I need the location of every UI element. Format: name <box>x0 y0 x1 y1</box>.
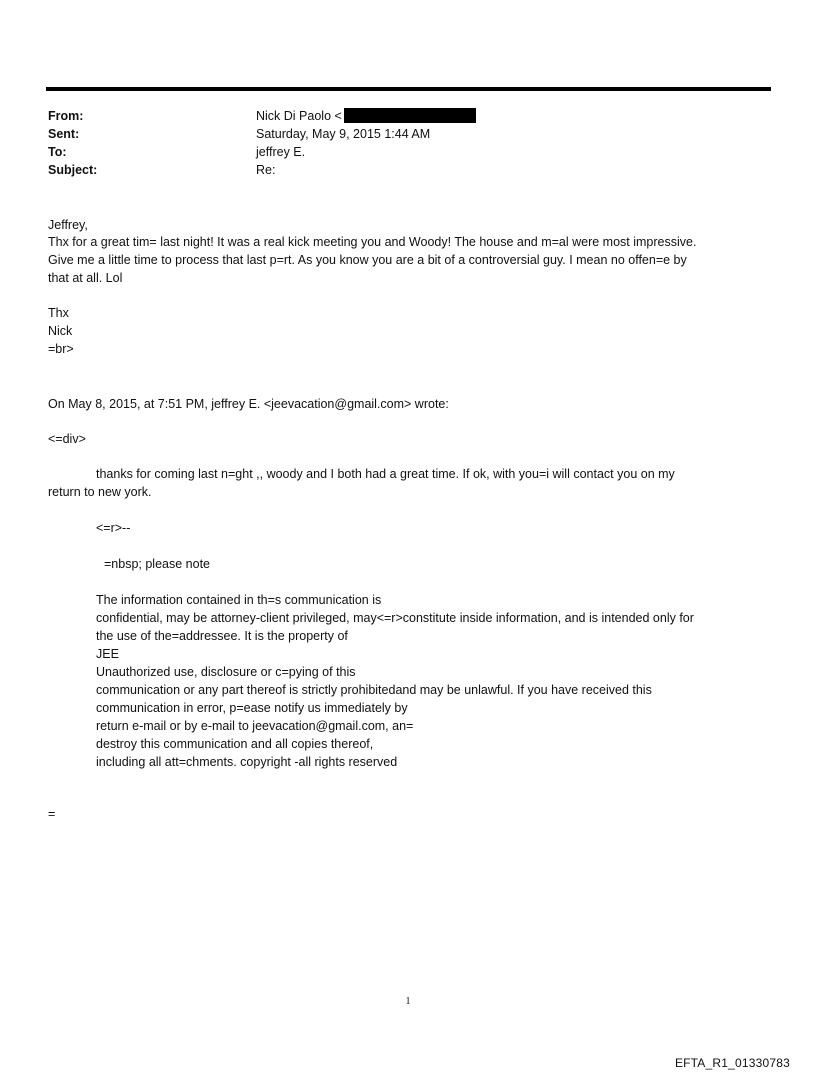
disclaimer-line: the use of the=addressee. It is the property of <box>96 629 348 643</box>
subject-value: Re: <box>256 163 276 177</box>
quoted-line: thanks for coming last n=ght ,, woody and I both had a great time. If ok, with you=i will contact you on my <box>96 467 675 481</box>
sent-value: Saturday, May 9, 2015 1:44 AM <box>256 127 431 141</box>
document-id: EFTA_R1_01330783 <box>674 1056 790 1070</box>
disclaimer-line: confidential, may be attorney-client privileged, may<=r>constitute inside information, and is intended only for <box>96 611 694 625</box>
please-note: =nbsp; please note <box>104 557 210 571</box>
sent-label: Sent: <box>48 127 80 141</box>
header-rule <box>46 87 771 91</box>
greeting: Jeffrey, <box>48 218 88 232</box>
disclaimer-line: JEE <box>96 647 119 661</box>
disclaimer-line: communication or any part thereof is strictly prohibitedand may be unlawful. If you have received this <box>96 683 652 697</box>
to-label: To: <box>48 145 67 159</box>
trailer: = <box>48 807 56 821</box>
signature-name: Nick <box>48 324 73 338</box>
disclaimer-line: communication in error, p=ease notify us immediately by <box>96 701 408 715</box>
redaction-block <box>344 108 476 123</box>
div-tag: <=div> <box>48 432 86 446</box>
disclaimer-line: Unauthorized use, disclosure or c=pying of this <box>96 665 356 679</box>
from-value <box>256 107 476 125</box>
from-label: From: <box>48 109 84 123</box>
disclaimer-line: return e-mail or by e-mail to jeevacation@gmail.com, an= <box>96 719 414 733</box>
quoted-line: return to new york. <box>48 485 152 499</box>
body-line: Give me a little time to process that last p=rt. As you know you are a bit of a controversial guy. I mean no offen=e by <box>48 253 687 267</box>
encoded-break: =br> <box>48 342 74 356</box>
quote-attribution: On May 8, 2015, at 7:51 PM, jeffrey E. <jeevacation@gmail.com> wrote: <box>48 397 449 411</box>
disclaimer-line: destroy this communication and all copies thereof, <box>96 737 374 751</box>
body-line: Thx for a great tim= last night! It was a real kick meeting you and Woody! The house and m=al were most impressive. <box>48 235 697 249</box>
disclaimer-line: The information contained in th=s communication is <box>96 593 382 607</box>
separator: <=r>-- <box>96 521 131 535</box>
subject-label: Subject: <box>48 163 98 177</box>
sender-name: Nick Di Paolo < <box>256 109 342 123</box>
to-value: jeffrey E. <box>256 145 306 159</box>
body-line: that at all. Lol <box>48 271 123 285</box>
signoff: Thx <box>48 306 69 320</box>
page-number: 1 <box>405 996 411 1007</box>
disclaimer-line: including all att=chments. copyright -all rights reserved <box>96 755 398 769</box>
